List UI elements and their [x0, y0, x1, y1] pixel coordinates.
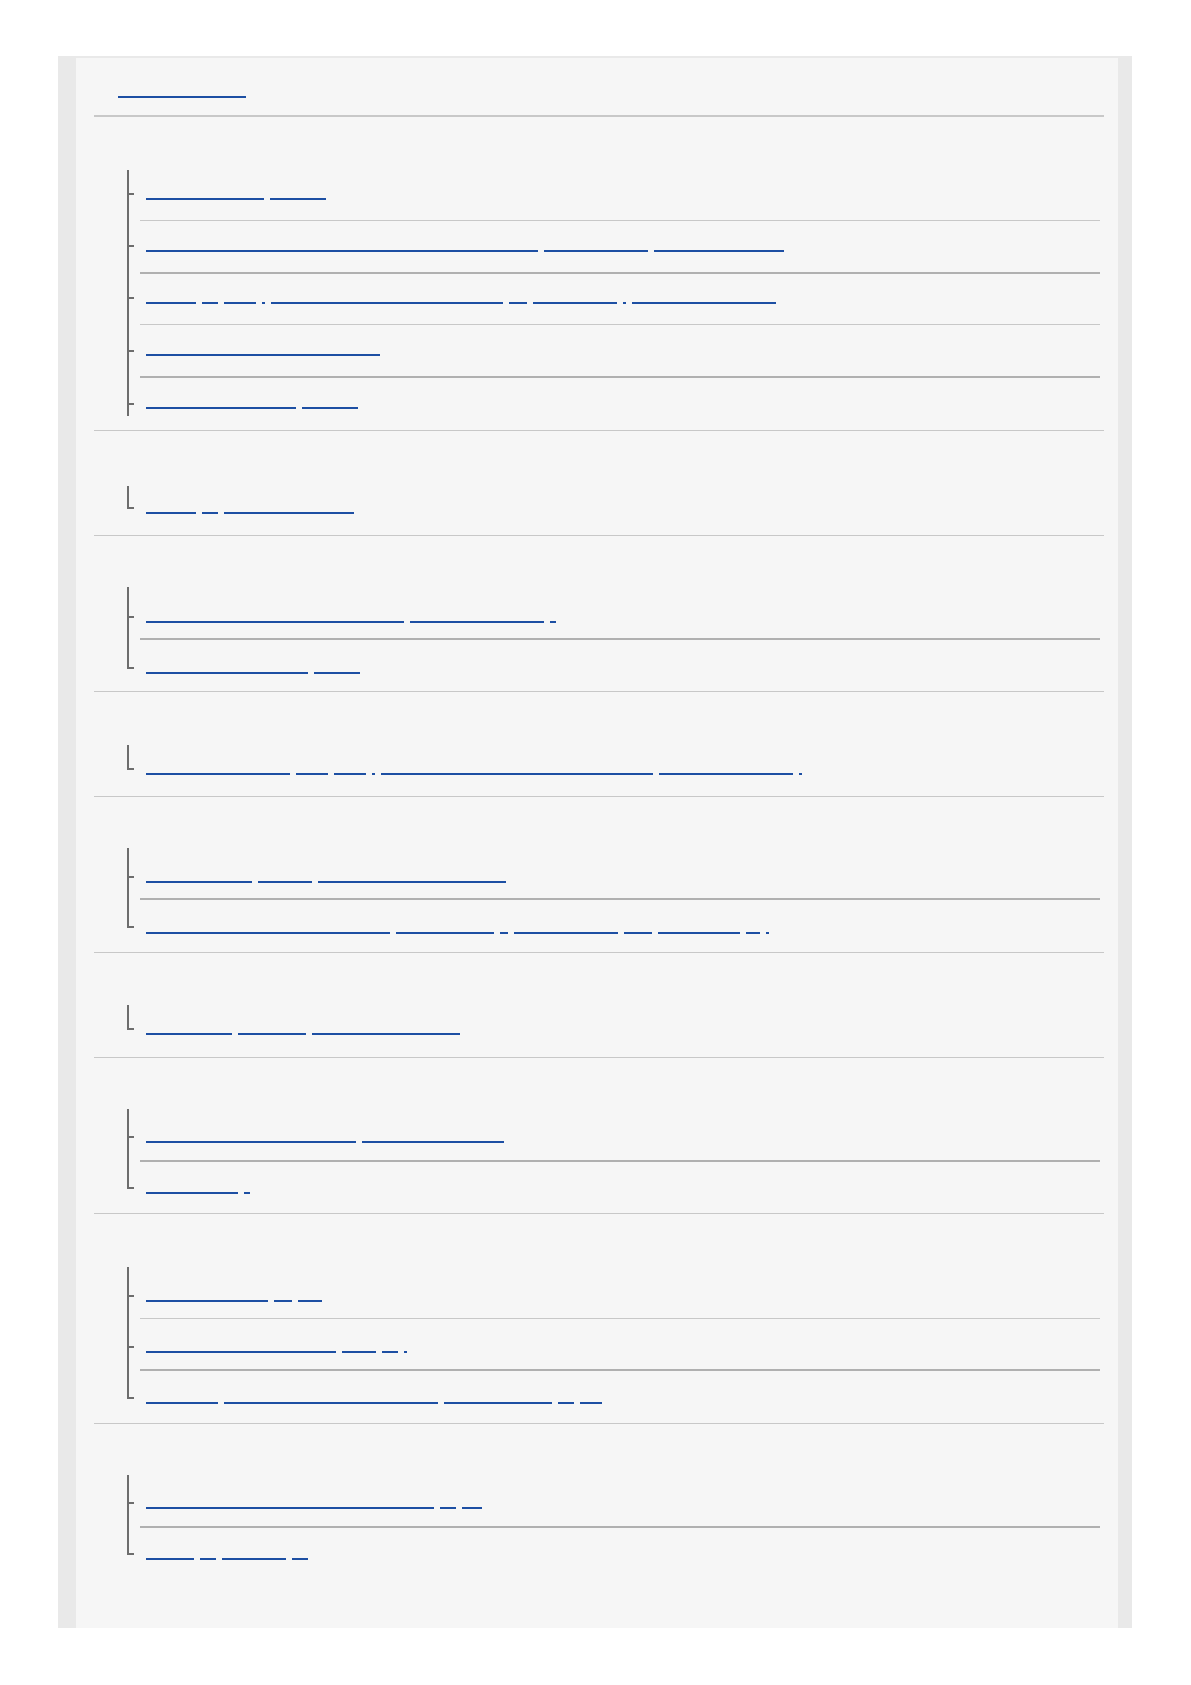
link-group-4 [94, 691, 1104, 796]
tree-branch [127, 1187, 134, 1189]
list-item-link[interactable] [146, 182, 326, 200]
tree-branch [127, 667, 134, 669]
tree-branch [127, 350, 134, 352]
tree-branch [127, 1295, 134, 1297]
list-item-link[interactable] [146, 1542, 308, 1560]
link-group-8 [94, 1213, 1104, 1423]
item-divider [140, 638, 1100, 640]
link-group-2 [94, 430, 1104, 535]
tree-line [127, 1109, 129, 1189]
item-divider [140, 376, 1100, 378]
list-item-link[interactable] [146, 916, 769, 934]
list-item-link[interactable] [146, 338, 380, 356]
link-group-9 [94, 1423, 1104, 1603]
item-divider [140, 220, 1100, 221]
link-group-3 [94, 535, 1104, 691]
tree-line [127, 1005, 129, 1029]
tree-branch [127, 1502, 134, 1504]
tree-branch [127, 768, 134, 770]
tree-branch [127, 403, 134, 405]
link-group-7 [94, 1057, 1104, 1213]
list-item-link[interactable] [146, 605, 556, 623]
tree-line [127, 587, 129, 669]
list-item-link[interactable] [146, 757, 802, 775]
tree-branch [127, 507, 134, 509]
tree-branch [127, 1136, 134, 1138]
tree-branch [127, 1346, 134, 1348]
link-group-1 [94, 160, 1104, 430]
header-divider [94, 115, 1104, 117]
tree-line [127, 745, 129, 769]
list-item-link[interactable] [146, 1176, 250, 1194]
tree-branch [127, 193, 134, 195]
item-divider [140, 272, 1100, 274]
tree-line [127, 486, 129, 508]
link-group-5 [94, 796, 1104, 952]
item-divider [140, 1318, 1100, 1319]
tree-branch [127, 926, 134, 928]
tree-line [127, 1475, 129, 1555]
tree-line [127, 848, 129, 928]
item-divider [140, 898, 1100, 900]
item-divider [140, 1160, 1100, 1162]
tree-branch [127, 297, 134, 299]
tree-branch [127, 876, 134, 878]
tree-branch [127, 1553, 134, 1555]
tree-branch [127, 245, 134, 247]
list-item-link[interactable] [146, 1017, 460, 1035]
tree-line [127, 170, 129, 416]
list-item-link[interactable] [146, 234, 784, 252]
list-item-link[interactable] [146, 1125, 504, 1143]
list-item-link[interactable] [146, 656, 360, 674]
list-item-link[interactable] [146, 1335, 407, 1353]
list-item-link[interactable] [146, 391, 358, 409]
list-item-link[interactable] [146, 865, 506, 883]
tree-branch [127, 1028, 134, 1030]
list-item-link[interactable] [146, 1284, 322, 1302]
tree-branch [127, 616, 134, 618]
item-divider [140, 1526, 1100, 1528]
link-group-6 [94, 952, 1104, 1057]
list-item-link[interactable] [146, 1491, 482, 1509]
item-divider [140, 324, 1100, 325]
tree-line [127, 1267, 129, 1398]
list-item-link[interactable] [146, 286, 776, 304]
item-divider [140, 1369, 1100, 1371]
list-item-link[interactable] [146, 496, 354, 514]
top-link[interactable] [118, 80, 246, 98]
tree-branch [127, 1397, 134, 1399]
list-item-link[interactable] [146, 1386, 602, 1404]
